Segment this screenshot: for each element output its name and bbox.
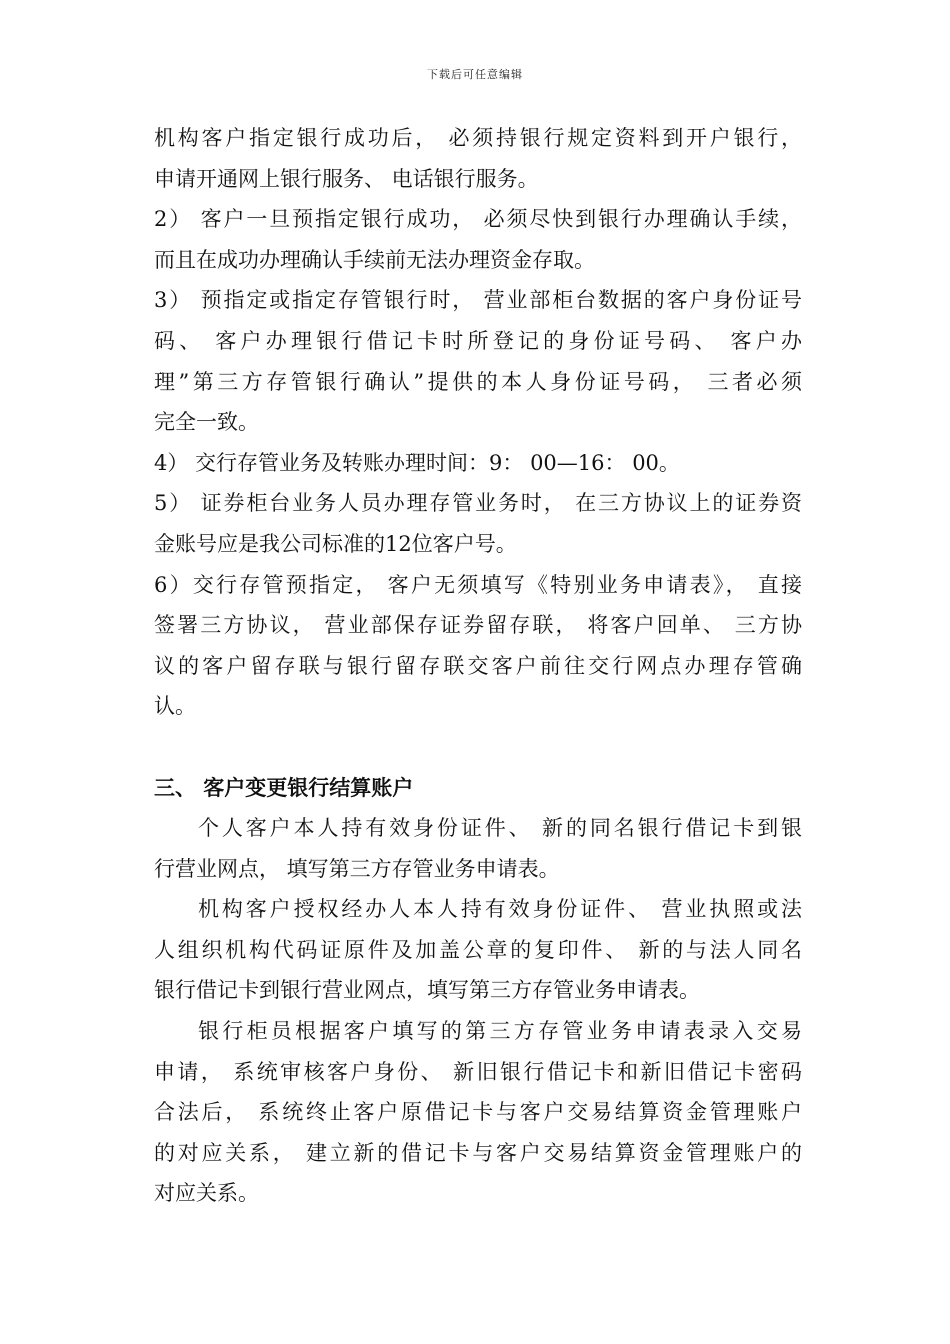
text-line: 认。	[154, 694, 196, 719]
text-line: 申请开通网上银行服务、 电话银行服务。	[154, 166, 539, 191]
text-line: 而且在成功办理确认手续前无法办理资金存取。	[154, 247, 595, 272]
page-header-note: 下载后可任意编辑	[427, 68, 523, 81]
paragraph-first-line: 机构客户授权经办人本人持有效身份证件、 营业执照或法	[198, 897, 802, 922]
text-line: 银行借记卡到银行营业网点，填写第三方存管业务申请表。	[154, 978, 700, 1003]
paragraph-first-line: 银行柜员根据客户填写的第三方存管业务申请表录入交易	[198, 1019, 802, 1044]
text-line: 完全一致。	[154, 410, 259, 435]
list-item-6: 6）交行存管预指定， 客户无须填写《特别业务申请表》， 直接	[154, 572, 802, 597]
text-line: 机构客户指定银行成功后， 必须持银行规定资料到开户银行，	[154, 126, 802, 150]
text-line: 金账号应是我公司标准的12位客户号。	[154, 531, 517, 556]
section-heading: 三、 客户变更银行结算账户	[154, 774, 414, 800]
text-line: 理”第三方存管银行确认”提供的本人身份证号码， 三者必须	[154, 369, 802, 394]
document-body	[154, 118, 802, 1214]
text-line: 签署三方协议， 营业部保存证券留存联， 将客户回单、 三方协	[154, 613, 802, 638]
list-item-2: 2） 客户一旦预指定银行成功， 必须尽快到银行办理确认手续，	[154, 207, 802, 232]
paragraph-first-line: 个人客户本人持有效身份证件、 新的同名银行借记卡到银	[198, 816, 802, 841]
text-line: 行营业网点， 填写第三方存管业务申请表。	[154, 856, 560, 881]
text-line: 合法后， 系统终止客户原借记卡与客户交易结算资金管理账户	[154, 1100, 802, 1125]
text-line: 议的客户留存联与银行留存联交客户前往交行网点办理存管确	[154, 653, 802, 678]
list-item-3: 3） 预指定或指定存管银行时， 营业部柜台数据的客户身份证号	[154, 288, 802, 313]
paragraph-gap	[154, 727, 802, 768]
text-line: 人组织机构代码证原件及加盖公章的复印件、 新的与法人同名	[154, 937, 802, 962]
list-item-4: 4） 交行存管业务及转账办理时间：9： 00—16： 00。	[154, 450, 680, 475]
list-item-5: 5） 证券柜台业务人员办理存管业务时， 在三方协议上的证券资	[154, 491, 802, 516]
text-line: 的对应关系， 建立新的借记卡与客户交易结算资金管理账户的	[154, 1140, 802, 1165]
text-line: 对应关系。	[154, 1181, 259, 1206]
text-line: 申请， 系统审核客户身份、 新旧银行借记卡和新旧借记卡密码	[154, 1059, 802, 1084]
text-line: 码、 客户办理银行借记卡时所登记的身份证号码、 客户办	[154, 328, 802, 353]
